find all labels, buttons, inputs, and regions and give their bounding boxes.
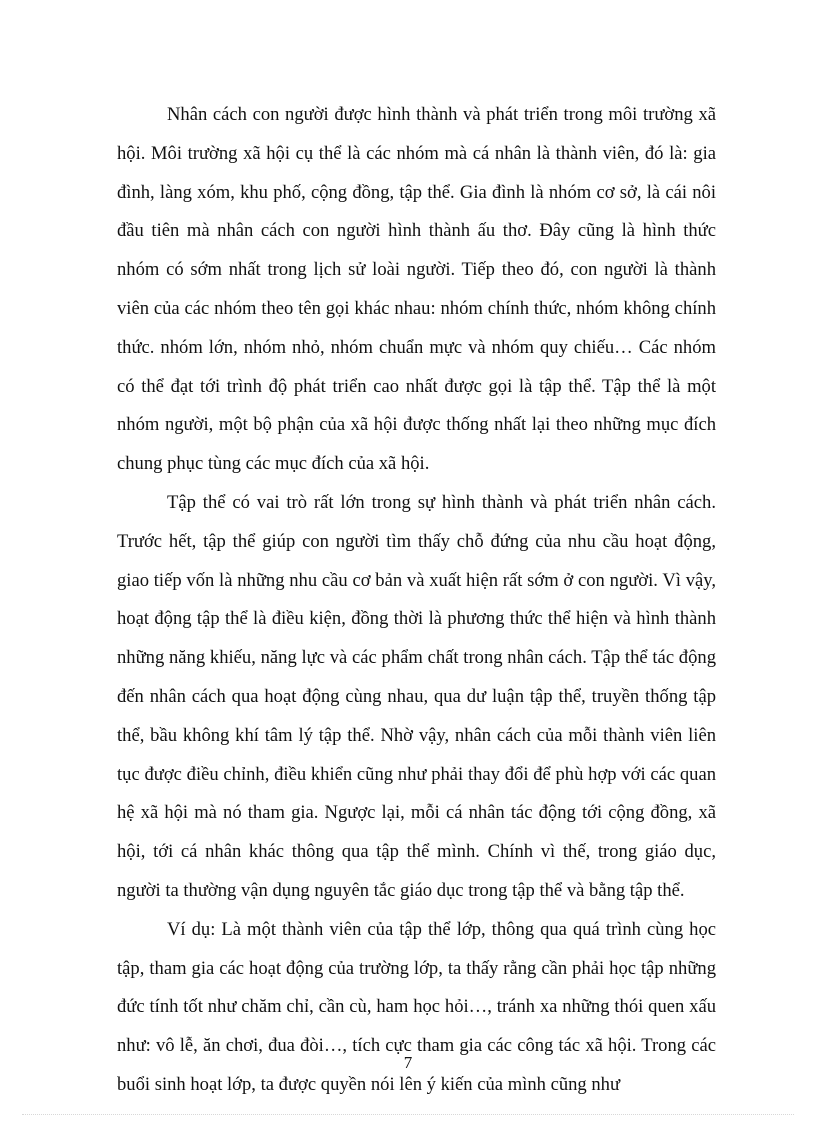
paragraph-example: Ví dụ: Là một thành viên của tập thể lớp, thông qua quá trình cùng học tập, tham gia các hoạt động của trường lớp, ta thấy rằng cần phải học tập những đức tính tốt như chăm chỉ, cần cù, ham học hỏi…, tránh xa những thói quen xấu như: vô lễ, ăn chơi, đua đòi…, tích cực tham gia các công tác xã hội. Trong các buổi sinh hoạt lớp, ta được quyền nói lên ý kiến của mình cũng như bbox=[117, 918, 716, 1095]
page-bottom-border bbox=[22, 1114, 794, 1115]
paragraph-personality-formation: Nhân cách con người được hình thành và phát triển trong môi trường xã hội. Môi trường xã hội cụ thể là các nhóm mà cá nhân là thành viên, đó là: gia đình, làng xóm, khu phố, cộng đồng, tập thể. Gia đình là nhóm cơ sở, là cái nôi đầu tiên mà nhân cách con người hình thành ấu thơ. Đây cũng là hình thức nhóm có sớm nhất trong lịch sử loài người. Tiếp theo đó, con người là thành viên của các nhóm theo tên gọi khác nhau: nhóm chính thức, nhóm không chính thức. nhóm lớn, nhóm nhỏ, nhóm chuẩn mực và nhóm quy chiếu… Các nhóm có thể đạt tới trình độ phát triển cao nhất được gọi là tập thể. Tập thể là một nhóm người, một bộ phận của xã hội được thống nhất lại theo những mục đích chung phục tùng các mục đích của xã hội. bbox=[117, 104, 716, 475]
paragraph-collective-role: Tập thể có vai trò rất lớn trong sự hình thành và phát triển nhân cách. Trước hết, tập thể giúp con người tìm thấy chỗ đứng của nhu cầu hoạt động, giao tiếp vốn là những nhu cầu cơ bản và xuất hiện rất sớm ở con người. Vì vậy, hoạt động tập thể là điều kiện, đồng thời là phương thức thể hiện và hình thành những năng khiếu, năng lực và các phẩm chất trong nhân cách. Tập thể tác động đến nhân cách qua hoạt động cùng nhau, qua dư luận tập thể, truyền thống tập thể, bầu không khí tâm lý tập thể. Nhờ vậy, nhân cách của mỗi thành viên liên tục được điều chỉnh, điều khiển cũng như phải thay đổi để phù hợp với các quan hệ xã hội mà nó tham gia. Ngược lại, mỗi cá nhân tác động tới cộng đồng, xã hội, tới cá nhân khác thông qua tập thể mình. Chính vì thế, trong giáo dục, người ta thường vận dụng nguyên tắc giáo dục trong tập thể và bằng tập thể. bbox=[117, 491, 716, 901]
page-number: 7 bbox=[403, 1053, 413, 1072]
page-body bbox=[117, 96, 716, 1105]
